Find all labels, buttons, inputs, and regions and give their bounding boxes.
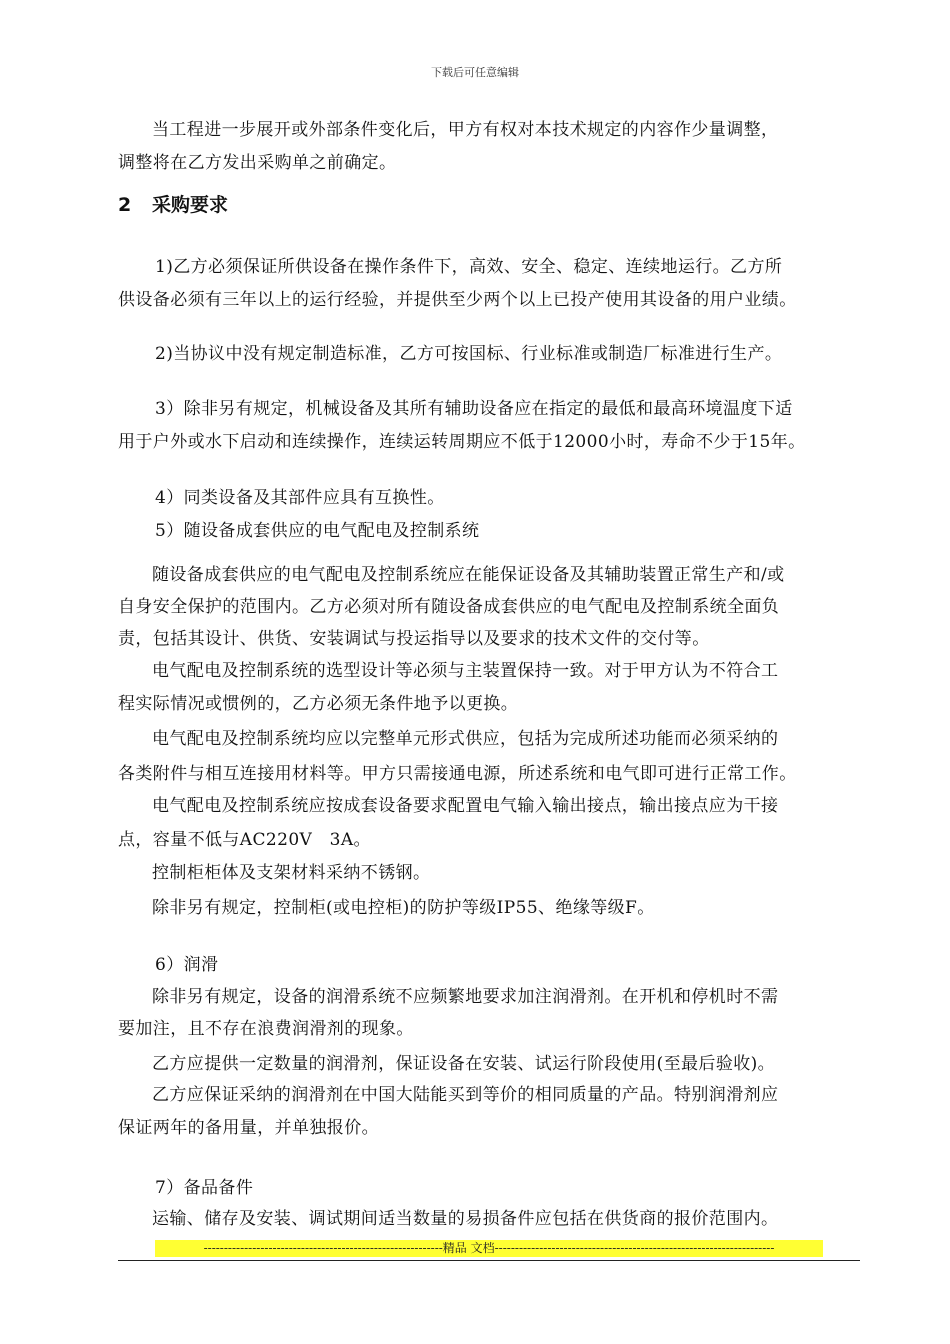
paragraph-line: 电气配电及控制系统均应以完整单元形式供应，包括为完成所述功能而必须采纳的 (152, 729, 779, 749)
list-item: 6）润滑 (155, 955, 219, 975)
section-heading (118, 193, 228, 217)
section-title: 采购要求 (152, 194, 229, 216)
paragraph-line: 程实际情况或惯例的，乙方必须无条件地予以更换。 (118, 694, 519, 714)
paragraph-line: 1)乙方必须保证所供设备在操作条件下，高效、安全、稳定、连续地运行。乙方所 (155, 257, 783, 277)
paragraph-line: 3）除非另有规定，机械设备及其所有辅助设备应在指定的最低和最高环境温度下适 (155, 399, 793, 419)
paragraph-line: 调整将在乙方发出采购单之前确定。 (118, 153, 397, 173)
paragraph-line: 当工程进一步展开或外部条件变化后，甲方有权对本技术规定的内容作少量调整， (152, 120, 779, 140)
paragraph-line: 责，包括其设计、供货、安装调试与投运指导以及要求的技术文件的交付等。 (118, 629, 710, 649)
paragraph-line: 2)当协议中没有规定制造标准，乙方可按国标、行业标准或制造厂标准进行生产。 (155, 344, 783, 364)
paragraph-line: 乙方应提供一定数量的润滑剂，保证设备在安装、试运行阶段使用(至最后验收)。 (152, 1054, 776, 1074)
paragraph-line: 点，容量不低与AC220V 3A。 (118, 830, 371, 850)
section-number: 2 (118, 194, 132, 216)
list-item: 4）同类设备及其部件应具有互换性。 (155, 488, 445, 508)
page-header: 下载后可任意编辑 (431, 66, 519, 79)
paragraph-line: 除非另有规定，设备的润滑系统不应频繁地要求加注润滑剂。在开机和停机时不需 (152, 987, 779, 1007)
paragraph-line: 乙方应保证采纳的润滑剂在中国大陆能买到等价的相同质量的产品。特别润滑剂应 (152, 1085, 779, 1105)
paragraph-line: 各类附件与相互连接用材料等。甲方只需接通电源，所述系统和电气即可进行正常工作。 (118, 764, 797, 784)
paragraph-line: 除非另有规定，控制柜(或电控柜)的防护等级IP55、绝缘等级F。 (152, 898, 655, 918)
paragraph-line: 运输、储存及安装、调试期间适当数量的易损备件应包括在供货商的报价范围内。 (152, 1209, 779, 1229)
paragraph-line: 随设备成套供应的电气配电及控制系统应在能保证设备及其辅助装置正常生产和/或 (152, 565, 785, 585)
paragraph-line: 供设备必须有三年以上的运行经验，并提供至少两个以上已投产使用其设备的用户业绩。 (118, 290, 797, 310)
footer-divider (118, 1260, 860, 1261)
paragraph-line: 电气配电及控制系统的选型设计等必须与主装置保持一致。对于甲方认为不符合工 (152, 661, 779, 681)
paragraph-line: 自身安全保护的范围内。乙方必须对所有随设备成套供应的电气配电及控制系统全面负 (118, 597, 780, 617)
list-item: 7）备品备件 (155, 1178, 254, 1198)
paragraph-line: 用于户外或水下启动和连续操作，连续运转周期应不低于12000小时，寿命不少于15年。 (118, 432, 806, 452)
paragraph-line: 控制柜柜体及支架材料采纳不锈钢。 (152, 863, 431, 883)
footer-highlight-bar: -----------------------------------------------------------精品 文档--------------------------------------------------------------------- (155, 1240, 823, 1257)
paragraph-line: 电气配电及控制系统应按成套设备要求配置电气输入输出接点，输出接点应为干接 (152, 796, 779, 816)
list-item: 5）随设备成套供应的电气配电及控制系统 (155, 521, 480, 541)
paragraph-line: 保证两年的备用量，并单独报价。 (118, 1118, 379, 1138)
paragraph-line: 要加注，且不存在浪费润滑剂的现象。 (118, 1019, 414, 1039)
